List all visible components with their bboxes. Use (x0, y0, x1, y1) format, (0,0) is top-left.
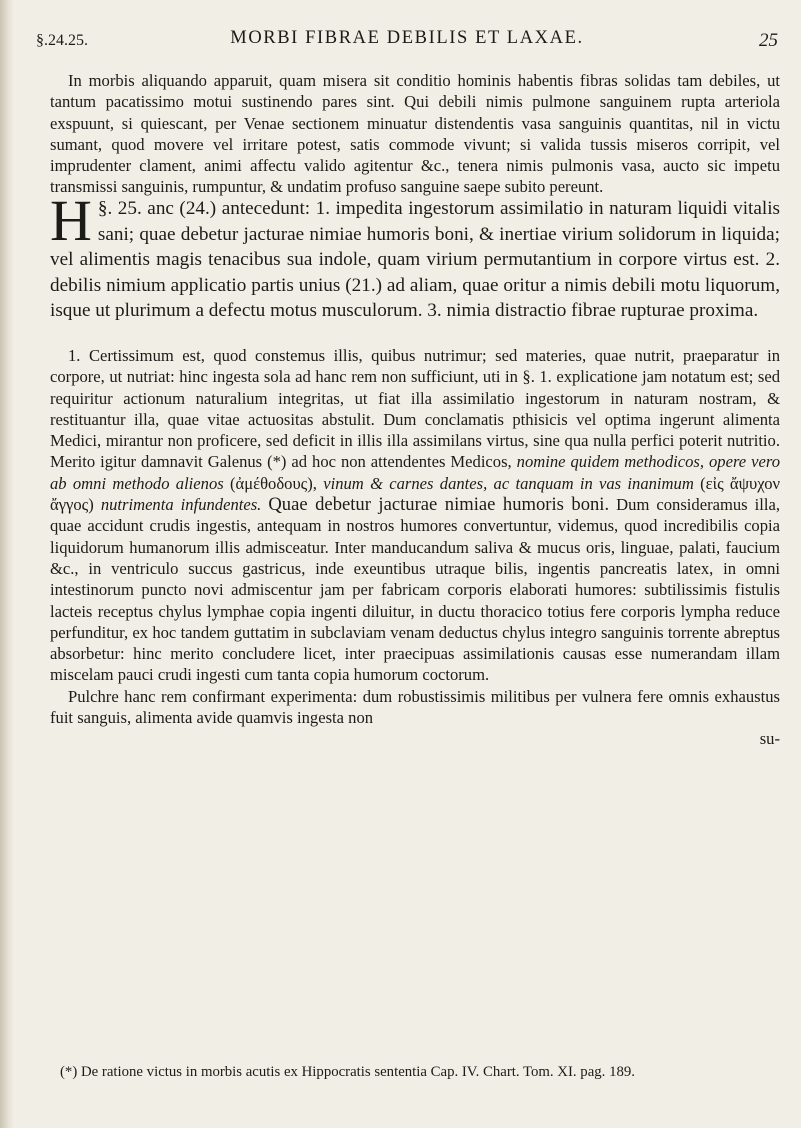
running-header (36, 28, 778, 54)
header-section-numbers: §.24.25. (36, 32, 88, 49)
quote-italic: nomine quidem methodicos, opere vero ab omni methodo alienos (50, 452, 780, 493)
page-number: 25 (759, 30, 778, 51)
commentary-text: Dum consideramus illa, quae accidunt crudis ingestis, antequam in nostros humores convertuntur, videmus, quod incredibilis copia liquidorum humanorum illis admisceatur. Inter manducandum saliva & mucus oris, linguae, palati, faucium &c., in ventriculo succus gastricus, inde exeuntibus utraque bilis, ingentis pancreatis latex, in omni intestinorum puncto novi admiscentur jam per fabricam corporis elaborati humores: subtilissimis fistulis lacteis receptus chylus lymphae copia ingenti diluitur, in ductu thoracico totius fere corporis lympha reduce perfunditur, ex hoc tandem guttatim in subclaviam venam deductus chylus integro sanguinis torrente abreptus absorbetur: hinc merito concludere licet, inter praecipuas assimilationis causas esse numerandam illam miscelam pauci crudi ingesti cum tanta copia humorum coctorum. (50, 495, 781, 685)
header-title: MORBI FIBRAE DEBILIS ET LAXAE. (230, 28, 584, 48)
subheading-lead: Quae debetur jacturae nimiae humoris boni. (268, 494, 610, 516)
section-number: §. 25. (97, 198, 142, 219)
drop-cap: H (50, 188, 92, 253)
commentary (50, 345, 780, 750)
quote-italic: nutrimenta infundentes. (100, 495, 262, 515)
aphorism-text: anc (24.) antecedunt: 1. impedita ingestorum assimilatio in naturam liquidi vitalis sani; quae debetur jacturae nimiae humoris boni, & inertiae virium solidorum in liquida; vel alimentis magis tenacibus sua indole, quam virium permutantium in corpore virtus est. 2. debilis nimium applicatio partis unius (21.) ad aliam, quae oritur a nimis debili motu liquorum, isque ut plurimum a defectu motus musculorum. 3. nimia distractio fibrae rupturae proxima. (50, 198, 781, 322)
commentary-paragraph-2: Pulchre hanc rem confirmant experimenta: dum robustissimis militibus per vulnera fere omnis exhaustus fuit sanguis, alimenta avide quamvis ingesta non (50, 686, 780, 728)
greek-term: (εἰς ἄψυχον ἄγγος) (50, 473, 781, 515)
catchword: su- (759, 729, 780, 749)
paragraph-intro: In morbis aliquando apparuit, quam misera sit conditio hominis habentis fibras solidas tam debiles, ut tantum pacatissimo motui sustinendo pares sint. Qui debili nimis pulmone sanguinem rupta arteriola exspuunt, si quiescant, per Venae sectionem minuatur distendentis vasa sanguinis quantitas, nil in victu sumant, quod movere vel irritare potest, satis commode vivunt; si valida tussis miseros corripit, vel imprudenter clament, animi affectu valido agitentur &c., tenera nimis pulmonis vasa, aucto sic impetu transmissi sanguinis, rumpuntur, & undatim profuso sanguine saepe subito pereunt. (50, 71, 780, 197)
commentary-paragraph-1 (50, 345, 780, 686)
aphorism-25 (50, 188, 781, 324)
page-gutter-shadow (0, 0, 14, 1128)
commentary-text: 1. Certissimum est, quod constemus illis, quibus nutrimur; sed materies, quae nutrit, praeparatur in corpore, ut nutriat: hinc ingesta sola ad hanc rem non sufficiunt, uti in §. 1. explicatione jam notatum est; sed requiritur actionum naturalium integritas, ut fiat illa assimilatio ingestorum in naturam nostram, & restituantur illa, quae vitae actuositas abstulit. Dum conclamatis pthisicis vel optima ingerunt alimenta Medici, mirantur non proficere, sed deficit in illis illa assimilans virtus, sine qua nulla perfici poterit nutritio. Merito igitur damnavit Galenus (*) ad hoc non attendentes Medicos, (50, 346, 780, 472)
footnote: (*) De ratione victus in morbis acutis ex Hippocratis sententia Cap. IV. Chart. Tom. XI. pag. 189. (60, 1064, 635, 1080)
greek-term: (ἀμέθοδους), (230, 473, 317, 493)
quote-italic: vinum & carnes dantes, ac tanquam in vas inanimum (323, 473, 694, 493)
